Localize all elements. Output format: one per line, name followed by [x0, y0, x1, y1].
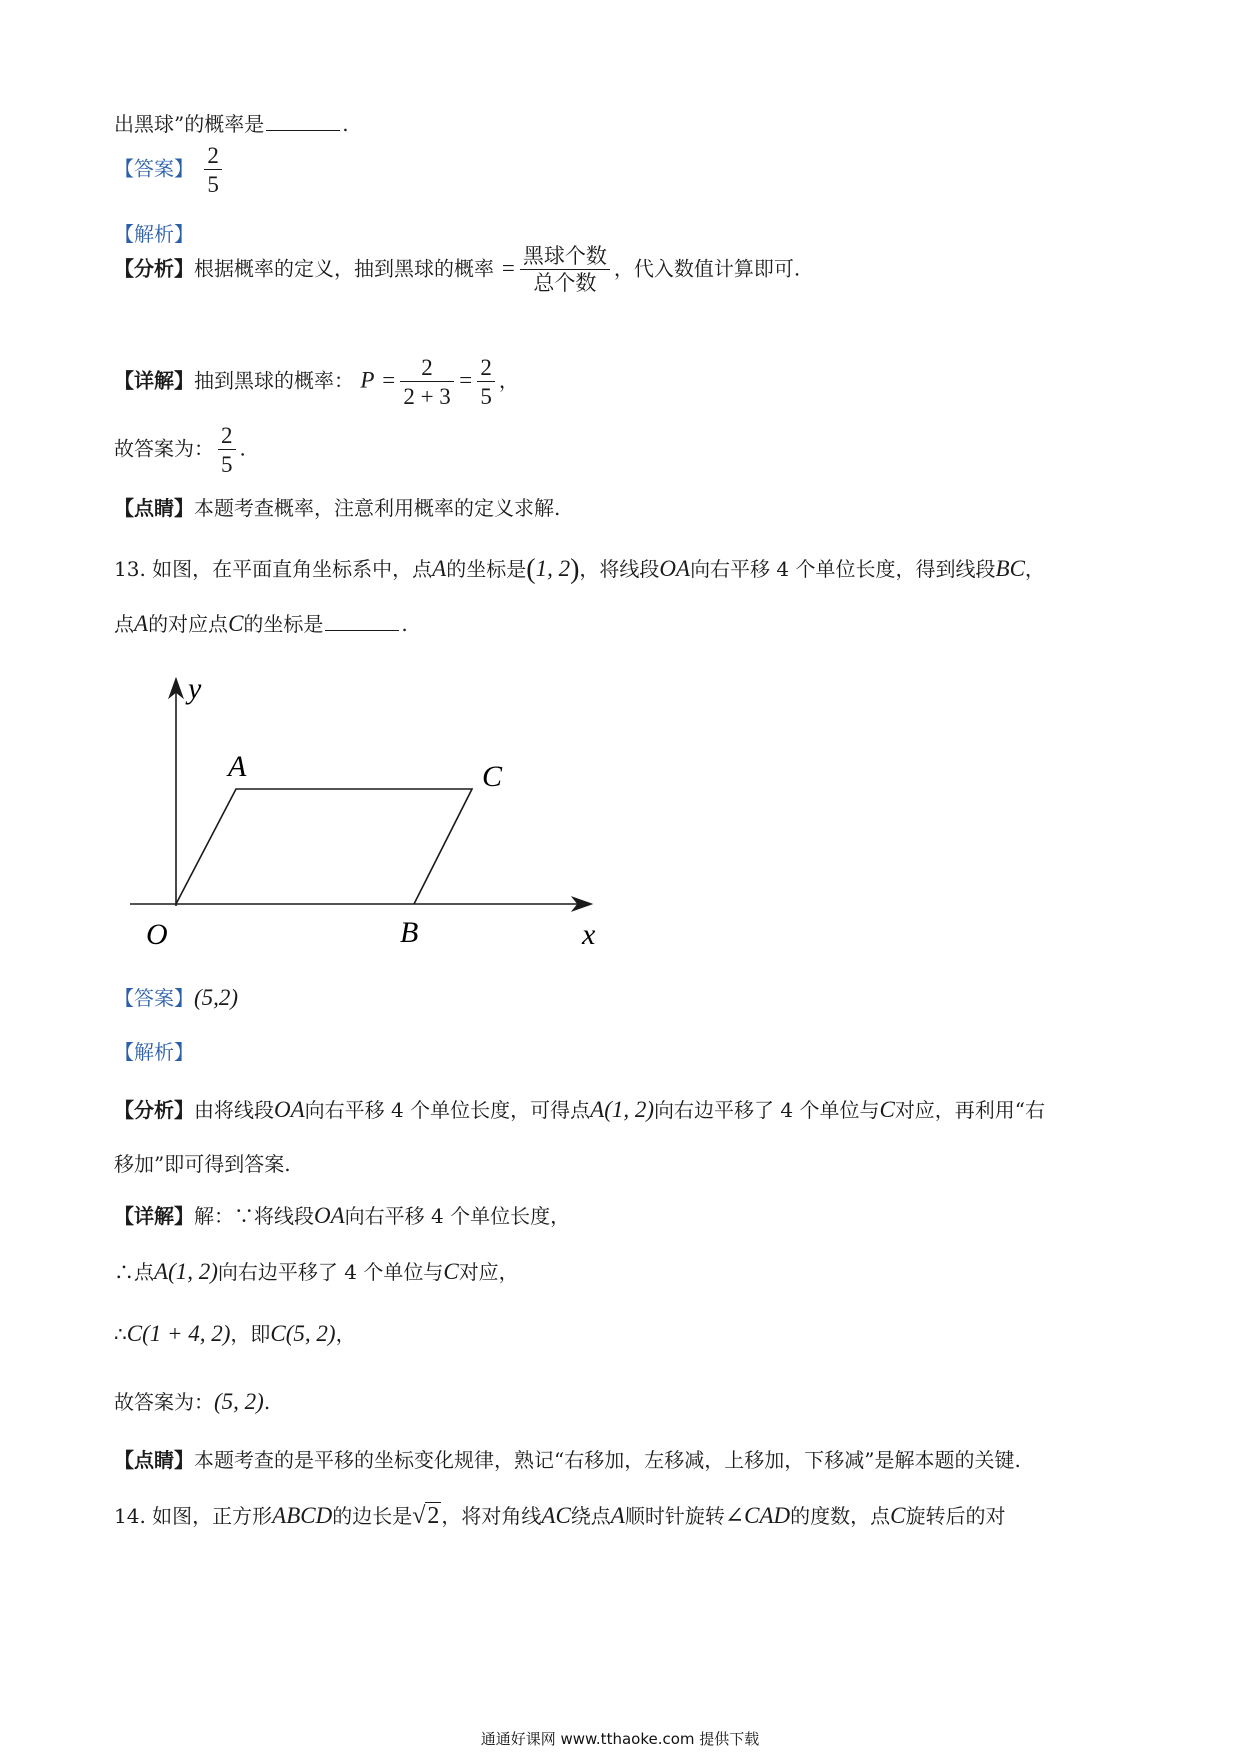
q12-xiangjie: 【详解】抽到黑球的概率： P = $\frac{2}{2 + 3}$ = $\frac{2}{5}$ ， — [114, 355, 519, 409]
fraction-2-over-2plus3: $\frac{2}{2 + 3}$ — [400, 356, 453, 408]
probability-formula-fraction: $\frac{\text{黑球个数}}{\text{总个数}}$ — [520, 246, 610, 294]
q14-stem: 14. 如图，正方形ABCD的边长是√2 ，将对角线AC绕点A顺时针旋转∠CAD的度数，点C旋转后的对 — [114, 1503, 1006, 1529]
q12-guda: 故答案为： $\frac{2}{5}$ . — [114, 423, 246, 477]
point-O-label: O — [146, 918, 168, 951]
point-C-label: C — [482, 760, 503, 793]
q13-stem-line1: 13. 如图，在平面直角坐标系中，点A的坐标是(1, 2)，将线段OA向右平移 4 个单位长度，得到线段BC， — [114, 554, 1045, 585]
x-label: x — [582, 918, 596, 951]
q12-dianjing: 【点睛】本题考查概率，注意利用概率的定义求解. — [114, 496, 561, 520]
q13-guda: 故答案为：(5, 2). — [114, 1389, 271, 1414]
q12-fenxi: 【分析】根据概率的定义，抽到黑球的概率 = $\frac{\text{黑球个数}}{\text{总个数}}$ ，代入数值计算即可. — [114, 244, 801, 295]
answer-fraction: $\frac{2}{5}$ — [204, 144, 222, 196]
q13-step3: ∴C(1 + 4, 2)，即C(5, 2)， — [114, 1321, 356, 1346]
parallelogram-OACB — [176, 789, 472, 904]
answer-blank — [266, 112, 340, 131]
y-label: y — [188, 672, 202, 705]
answer-tag: 【答案】 — [114, 156, 194, 181]
page-footer: 通通好课网 www.tthaoke.com 提供下载 — [480, 1730, 760, 1748]
q13-xiangjie: 【详解】解：∵将线段OA向右平移 4 个单位长度， — [114, 1203, 571, 1228]
q12-analysis-tag: 【解析】 — [114, 222, 194, 246]
point-A-label: A — [228, 750, 247, 783]
answer-blank — [325, 612, 399, 631]
q13-fenxi: 【分析】由将线段OA向右平移 4 个单位长度，可得点A(1, 2)向右边平移了 4 个单位与C对应，再利用“右 — [114, 1097, 1046, 1122]
q12-answer — [114, 144, 226, 196]
point-B-label: B — [400, 916, 419, 949]
q13-answer: 【答案】(5,2) — [114, 985, 239, 1010]
q13-fenxi-line2: 移加”即可得到答案. — [114, 1152, 291, 1176]
q13-dianjing: 【点睛】本题考查的是平移的坐标变化规律，熟记“右移加，左移减，上移加，下移减”是解本题的关键. — [114, 1448, 1021, 1472]
final-answer-fraction: $\frac{2}{5}$ — [218, 424, 236, 476]
coordinate-figure — [120, 668, 620, 958]
fraction-2-over-5: $\frac{2}{5}$ — [477, 356, 495, 408]
q13-stem-line2: 点A的对应点C的坐标是 . — [114, 611, 408, 636]
q13-step2: ∴点A(1, 2)向右边平移了 4 个单位与C对应， — [114, 1259, 519, 1284]
q13-analysis-tag: 【解析】 — [114, 1040, 194, 1064]
sqrt-2: √2 — [412, 1503, 440, 1529]
answer-coordinate: (5,2) — [194, 985, 239, 1010]
q12-stem-tail: 出黑球”的概率是 . — [114, 112, 349, 136]
